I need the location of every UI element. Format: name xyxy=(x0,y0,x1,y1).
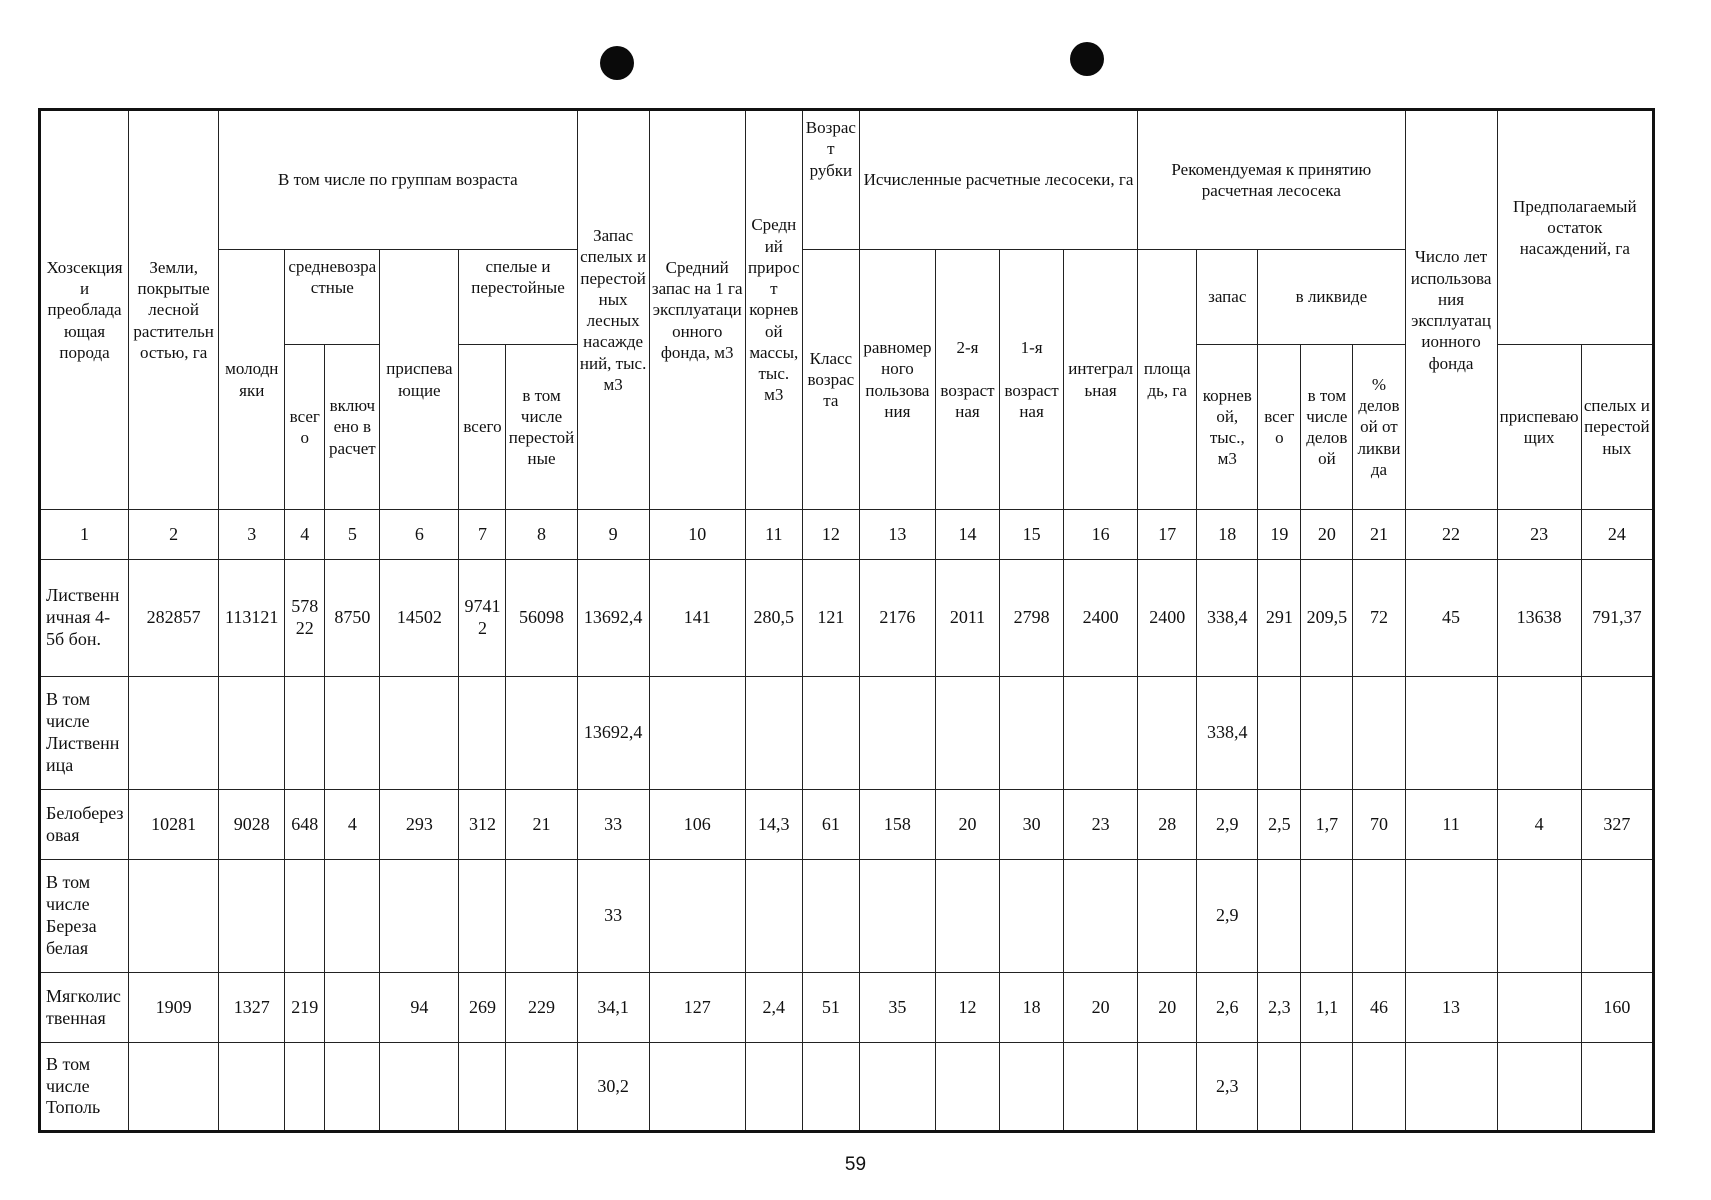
column-number: 19 xyxy=(1258,510,1301,560)
column-number: 8 xyxy=(506,510,577,560)
header-cell: всего xyxy=(1258,345,1301,510)
header-cell: Средний прирост корневой массы, тыс. м3 xyxy=(745,110,802,510)
table-cell xyxy=(802,1043,859,1132)
table-cell xyxy=(935,860,999,973)
table-cell xyxy=(129,860,219,973)
table-cell: 97412 xyxy=(459,560,506,677)
header-group-age: В том числе по группам возраста xyxy=(219,110,577,250)
column-number: 4 xyxy=(285,510,325,560)
column-number: 10 xyxy=(649,510,745,560)
table-cell xyxy=(1301,860,1353,973)
table-cell: 106 xyxy=(649,790,745,860)
table-cell: 2,6 xyxy=(1197,973,1258,1043)
table-cell: 13 xyxy=(1405,973,1497,1043)
table-cell: 56098 xyxy=(506,560,577,677)
header-cell: включено в расчет xyxy=(325,345,380,510)
table-cell: 33 xyxy=(577,860,649,973)
header-group-remainder: Предполагаемый остаток насаждений, га xyxy=(1497,110,1653,345)
table-cell: 8750 xyxy=(325,560,380,677)
table-cell: 1909 xyxy=(129,973,219,1043)
header-cell: в том числе деловой xyxy=(1301,345,1353,510)
table-cell xyxy=(802,860,859,973)
table-cell xyxy=(859,860,935,973)
table-cell xyxy=(459,1043,506,1132)
table-cell: 23 xyxy=(1064,790,1138,860)
column-number: 15 xyxy=(1000,510,1064,560)
column-number: 5 xyxy=(325,510,380,560)
table-cell: 45 xyxy=(1405,560,1497,677)
table-cell xyxy=(1405,677,1497,790)
column-number: 9 xyxy=(577,510,649,560)
table-cell: 4 xyxy=(325,790,380,860)
header-cell: Возраст рубки xyxy=(802,110,859,250)
header-cell: интегральная xyxy=(1064,250,1138,510)
header-cell xyxy=(1000,250,1064,510)
column-number: 24 xyxy=(1581,510,1653,560)
table-cell: 2,4 xyxy=(745,973,802,1043)
table-cell xyxy=(1497,677,1581,790)
page-number: 59 xyxy=(844,1154,867,1175)
table-cell: 28 xyxy=(1138,790,1197,860)
table-cell: 70 xyxy=(1353,790,1405,860)
table-cell: 291 xyxy=(1258,560,1301,677)
table-cell: 57822 xyxy=(285,560,325,677)
column-number: 22 xyxy=(1405,510,1497,560)
table-cell: 46 xyxy=(1353,973,1405,1043)
table-cell: 4 xyxy=(1497,790,1581,860)
table-cell xyxy=(1138,677,1197,790)
column-number: 11 xyxy=(745,510,802,560)
table-cell: 2011 xyxy=(935,560,999,677)
table-cell xyxy=(380,677,459,790)
table-cell: 14,3 xyxy=(745,790,802,860)
column-number: 20 xyxy=(1301,510,1353,560)
table-cell: 282857 xyxy=(129,560,219,677)
table-cell: 35 xyxy=(859,973,935,1043)
header-cell: приспевающие xyxy=(380,250,459,510)
column-number: 1 xyxy=(40,510,129,560)
table-cell xyxy=(1064,860,1138,973)
table-cell: 51 xyxy=(802,973,859,1043)
table-cell: 34,1 xyxy=(577,973,649,1043)
table-cell xyxy=(459,677,506,790)
table-cell: 2400 xyxy=(1138,560,1197,677)
table-cell xyxy=(285,677,325,790)
column-number: 14 xyxy=(935,510,999,560)
table-cell xyxy=(1064,677,1138,790)
row-label: Мягколиственная xyxy=(40,973,129,1043)
column-number-row xyxy=(40,510,1654,560)
table-cell: 72 xyxy=(1353,560,1405,677)
table-cell: 791,37 xyxy=(1581,560,1653,677)
table-cell xyxy=(745,677,802,790)
column-number: 2 xyxy=(129,510,219,560)
header-cell: Средний запас на 1 га эксплуатационного фонда, м3 xyxy=(649,110,745,510)
column-number: 3 xyxy=(219,510,285,560)
table-row xyxy=(40,560,1654,677)
header-text: 2-я xyxy=(956,338,979,357)
table-cell: 648 xyxy=(285,790,325,860)
header-cell: площадь, га xyxy=(1138,250,1197,510)
header-cell: Запас спелых и перестойных лесных насаждений, тыс. м3 xyxy=(577,110,649,510)
table-cell xyxy=(325,973,380,1043)
table-cell xyxy=(325,677,380,790)
table-cell xyxy=(859,677,935,790)
table-cell xyxy=(935,1043,999,1132)
header-group-liquid: в ликвиде xyxy=(1258,250,1405,345)
header-text: возрастная xyxy=(1004,380,1059,421)
table-cell: 2,9 xyxy=(1197,790,1258,860)
table-cell: 30 xyxy=(1000,790,1064,860)
table-cell: 2,5 xyxy=(1258,790,1301,860)
table-cell xyxy=(1581,1043,1653,1132)
table-cell: 141 xyxy=(649,560,745,677)
header-group-mature: спелые и перестойные xyxy=(459,250,577,345)
table-cell: 121 xyxy=(802,560,859,677)
table-cell: 11 xyxy=(1405,790,1497,860)
header-text: возрастная xyxy=(940,380,995,421)
table-cell xyxy=(1138,1043,1197,1132)
table-cell xyxy=(1064,1043,1138,1132)
table-cell: 14502 xyxy=(380,560,459,677)
table-cell: 1,1 xyxy=(1301,973,1353,1043)
table-cell xyxy=(285,860,325,973)
column-number: 13 xyxy=(859,510,935,560)
table-cell xyxy=(1000,677,1064,790)
table-cell: 160 xyxy=(1581,973,1653,1043)
header-group-calc: Исчисленные расчетные лесосеки, га xyxy=(859,110,1137,250)
header-cell: % деловой от ликвида xyxy=(1353,345,1405,510)
row-label: В том числе Тополь xyxy=(40,1043,129,1132)
table-cell xyxy=(325,860,380,973)
table-cell: 33 xyxy=(577,790,649,860)
table-cell: 13692,4 xyxy=(577,560,649,677)
table-cell: 229 xyxy=(506,973,577,1043)
table-cell: 127 xyxy=(649,973,745,1043)
header-group-recommended: Рекомендуемая к принятию расчетная лесосека xyxy=(1138,110,1405,250)
table-cell: 113121 xyxy=(219,560,285,677)
table-cell: 338,4 xyxy=(1197,677,1258,790)
table-cell: 2,3 xyxy=(1258,973,1301,1043)
table-cell xyxy=(802,677,859,790)
header-text: 1-я xyxy=(1020,338,1043,357)
column-number: 6 xyxy=(380,510,459,560)
column-number: 16 xyxy=(1064,510,1138,560)
header-cell: равномерного пользования xyxy=(859,250,935,510)
table-cell xyxy=(745,860,802,973)
binder-hole-left xyxy=(600,46,634,80)
table-cell: 293 xyxy=(380,790,459,860)
table-cell xyxy=(219,860,285,973)
table-cell: 94 xyxy=(380,973,459,1043)
table-row xyxy=(40,973,1654,1043)
table-cell: 20 xyxy=(1064,973,1138,1043)
table-cell xyxy=(506,677,577,790)
table-row xyxy=(40,790,1654,860)
table-cell: 338,4 xyxy=(1197,560,1258,677)
table-cell xyxy=(1353,677,1405,790)
table-cell xyxy=(1497,1043,1581,1132)
table-cell: 21 xyxy=(506,790,577,860)
header-cell: в том числе перестойные xyxy=(506,345,577,510)
table-cell xyxy=(1405,860,1497,973)
table-cell: 2400 xyxy=(1064,560,1138,677)
table-cell: 1327 xyxy=(219,973,285,1043)
table-cell: 9028 xyxy=(219,790,285,860)
table-row xyxy=(40,1043,1654,1132)
header-cell: Класс возраста xyxy=(802,250,859,510)
table-cell xyxy=(859,1043,935,1132)
table-cell xyxy=(1497,860,1581,973)
table-cell xyxy=(285,1043,325,1132)
table-cell xyxy=(459,860,506,973)
forest-inventory-table xyxy=(38,108,1655,1133)
table-cell: 2176 xyxy=(859,560,935,677)
table-cell: 280,5 xyxy=(745,560,802,677)
table-row xyxy=(40,677,1654,790)
table-cell xyxy=(506,860,577,973)
table-cell xyxy=(1353,1043,1405,1132)
header-cell: всего xyxy=(459,345,506,510)
table-cell xyxy=(649,860,745,973)
header-cell: приспевающих xyxy=(1497,345,1581,510)
table-cell xyxy=(1258,1043,1301,1132)
table-cell: 327 xyxy=(1581,790,1653,860)
table-cell xyxy=(1258,860,1301,973)
table-cell: 20 xyxy=(1138,973,1197,1043)
table-cell: 61 xyxy=(802,790,859,860)
row-label: Лиственничная 4-5б бон. xyxy=(40,560,129,677)
table-cell xyxy=(325,1043,380,1132)
table-cell xyxy=(1301,677,1353,790)
table-cell xyxy=(219,1043,285,1132)
table-cell: 18 xyxy=(1000,973,1064,1043)
table-cell xyxy=(1353,860,1405,973)
table-cell xyxy=(935,677,999,790)
table-cell xyxy=(1497,973,1581,1043)
table-cell: 30,2 xyxy=(577,1043,649,1132)
column-number: 17 xyxy=(1138,510,1197,560)
table-cell: 13692,4 xyxy=(577,677,649,790)
column-number: 18 xyxy=(1197,510,1258,560)
table-cell xyxy=(219,677,285,790)
table-cell xyxy=(1581,677,1653,790)
header-cell: Число лет использования эксплуатационного фонда xyxy=(1405,110,1497,510)
header-cell: Земли, покрытые лесной растительностью, га xyxy=(129,110,219,510)
table-cell xyxy=(1258,677,1301,790)
table-cell xyxy=(1301,1043,1353,1132)
table-cell: 269 xyxy=(459,973,506,1043)
column-number: 7 xyxy=(459,510,506,560)
header-cell: всего xyxy=(285,345,325,510)
table-cell xyxy=(1000,860,1064,973)
column-number: 12 xyxy=(802,510,859,560)
table-cell: 1,7 xyxy=(1301,790,1353,860)
row-label: Белоберезовая xyxy=(40,790,129,860)
table-cell xyxy=(380,1043,459,1132)
table-cell xyxy=(1405,1043,1497,1132)
binder-hole-right xyxy=(1070,42,1104,76)
table-cell: 158 xyxy=(859,790,935,860)
table-cell: 20 xyxy=(935,790,999,860)
table-cell xyxy=(1000,1043,1064,1132)
table-cell: 10281 xyxy=(129,790,219,860)
header-cell: корневой, тыс., м3 xyxy=(1197,345,1258,510)
table-cell xyxy=(129,1043,219,1132)
table-cell: 219 xyxy=(285,973,325,1043)
header-cell xyxy=(935,250,999,510)
table-cell xyxy=(649,1043,745,1132)
table-cell: 2798 xyxy=(1000,560,1064,677)
table-row xyxy=(40,860,1654,973)
table-cell: 2,9 xyxy=(1197,860,1258,973)
table-cell: 13638 xyxy=(1497,560,1581,677)
table-cell: 312 xyxy=(459,790,506,860)
header-cell: Хозсекция и преобладающая порода xyxy=(40,110,129,510)
header-group-middle: средневозрастные xyxy=(285,250,380,345)
table-cell xyxy=(129,677,219,790)
table-cell xyxy=(649,677,745,790)
column-number: 21 xyxy=(1353,510,1405,560)
table-cell xyxy=(506,1043,577,1132)
table-cell: 2,3 xyxy=(1197,1043,1258,1132)
table-cell xyxy=(1581,860,1653,973)
row-label: В том числе Береза белая xyxy=(40,860,129,973)
table-cell xyxy=(745,1043,802,1132)
header-cell: запас xyxy=(1197,250,1258,345)
table-cell: 12 xyxy=(935,973,999,1043)
header-cell: спелых и перестойных xyxy=(1581,345,1653,510)
table-cell: 209,5 xyxy=(1301,560,1353,677)
column-number: 23 xyxy=(1497,510,1581,560)
table-cell xyxy=(1138,860,1197,973)
header-cell: молодняки xyxy=(219,250,285,510)
row-label: В том числе Лиственница xyxy=(40,677,129,790)
table-cell xyxy=(380,860,459,973)
